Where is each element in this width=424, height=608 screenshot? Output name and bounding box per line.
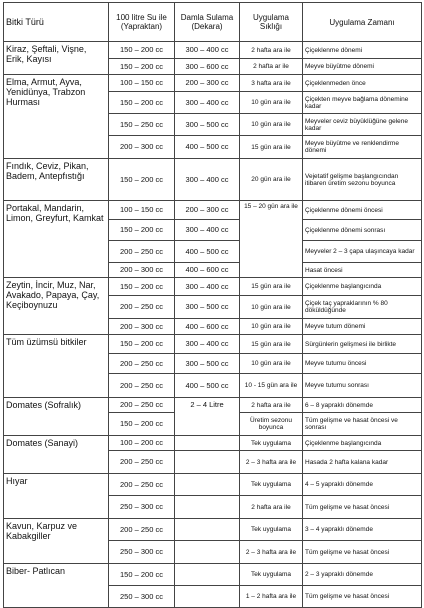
- drip-dose-cell: 400 – 600 cc: [175, 263, 240, 278]
- timing-cell: Tüm gelişme ve hasat öncesi: [303, 586, 422, 608]
- water-dose-cell: 200 – 300 cc: [109, 263, 175, 278]
- frequency-cell: 3 hafta ara ile: [240, 75, 303, 92]
- drip-dose-cell: 400 – 500 cc: [175, 374, 240, 398]
- header-frequency: Uygulama Sıklığı: [240, 3, 303, 42]
- water-dose-cell: 250 – 300 cc: [109, 496, 175, 519]
- drip-dose-cell: 300 – 400 cc: [175, 278, 240, 296]
- water-dose-cell: 100 – 150 cc: [109, 75, 175, 92]
- drip-dose-cell: 300 – 500 cc: [175, 354, 240, 374]
- water-dose-cell: 200 – 250 cc: [109, 354, 175, 374]
- water-dose-cell: 100 – 200 cc: [109, 436, 175, 451]
- frequency-cell: 20 gün ara ile: [240, 159, 303, 201]
- frequency-cell: 15 gün ara ile: [240, 335, 303, 354]
- header-row: [4, 3, 422, 42]
- timing-cell: Çiçeklenmeden önce: [303, 75, 422, 92]
- water-dose-cell: 150 – 200 cc: [109, 59, 175, 75]
- water-dose-cell: 150 – 200 cc: [109, 42, 175, 59]
- drip-dose-cell: [175, 541, 240, 564]
- water-dose-cell: 150 – 200 cc: [109, 220, 175, 241]
- table-row: [4, 159, 422, 201]
- frequency-cell: Tek uygulama: [240, 564, 303, 586]
- frequency-cell: 2 – 3 hafta ara ile: [240, 451, 303, 474]
- timing-cell: Vejetatif gelişme başlangıcından itibaren üretim sezonu boyunca: [303, 159, 422, 201]
- header-timing: Uygulama Zamanı: [303, 3, 422, 42]
- timing-cell: Meyve tutumu öncesi: [303, 354, 422, 374]
- timing-cell: Tüm gelişme ve hasat öncesi: [303, 541, 422, 564]
- timing-cell: Meyve tutum dönemi: [303, 319, 422, 335]
- timing-cell: Tüm gelişme ve hasat öncesi: [303, 496, 422, 519]
- timing-cell: Tüm gelişme ve hasat öncesi ve sonrası: [303, 413, 422, 436]
- table-row: [4, 519, 422, 541]
- timing-cell: Meyveler ceviz büyüklüğüne gelene kadar: [303, 114, 422, 136]
- drip-dose-cell: 400 – 500 cc: [175, 241, 240, 263]
- timing-cell: Hasada 2 hafta kalana kadar: [303, 451, 422, 474]
- frequency-cell: 2 hafta ara ile: [240, 398, 303, 413]
- frequency-cell: Tek uygulama: [240, 519, 303, 541]
- water-dose-cell: 200 – 250 cc: [109, 296, 175, 319]
- frequency-cell: 1 – 2 hafta ara ile: [240, 586, 303, 608]
- drip-dose-cell: 400 – 500 cc: [175, 136, 240, 159]
- water-dose-cell: 150 – 200 cc: [109, 564, 175, 586]
- water-dose-cell: 200 – 250 cc: [109, 519, 175, 541]
- frequency-cell: 10 gün ara ile: [240, 296, 303, 319]
- frequency-cell: 10 gün ara ile: [240, 114, 303, 136]
- timing-cell: Çiçeklenme dönemi sonrası: [303, 220, 422, 241]
- header-crop: Bitki Türü: [4, 3, 109, 42]
- frequency-cell: Üretim sezonu boyunca: [240, 413, 303, 436]
- crop-name-cell: Kiraz, Şeftali, Vişne, Erik, Kayısı: [4, 42, 109, 75]
- crop-name-cell: Zeytin, İncir, Muz, Nar, Avakado, Papaya, Çay, Keçiboynuzu: [4, 278, 109, 335]
- drip-dose-cell: 300 – 400 cc: [175, 42, 240, 59]
- drip-dose-cell: 300 – 400 cc: [175, 159, 240, 201]
- frequency-cell: 10 gün ara ile: [240, 92, 303, 114]
- table-row: [4, 474, 422, 496]
- timing-cell: 6 – 8 yapraklı dönemde: [303, 398, 422, 413]
- frequency-cell: 2 hafta ara ile: [240, 42, 303, 59]
- crop-name-cell: Domates (Sofralık): [4, 398, 109, 436]
- water-dose-cell: 250 – 300 cc: [109, 586, 175, 608]
- timing-cell: Çiçekten meyve bağlama dönemine kadar: [303, 92, 422, 114]
- timing-cell: Meyveler 2 – 3 çapa ulaşıncaya kadar: [303, 241, 422, 263]
- table-row: [4, 564, 422, 586]
- timing-cell: Meyve tutumu sonrası: [303, 374, 422, 398]
- water-dose-cell: 200 – 300 cc: [109, 319, 175, 335]
- frequency-cell: Tek uygulama: [240, 474, 303, 496]
- table-row: [4, 201, 422, 220]
- water-dose-cell: 150 – 200 cc: [109, 92, 175, 114]
- table-row: [4, 278, 422, 296]
- frequency-cell: 15 gün ara ile: [240, 136, 303, 159]
- water-dose-cell: 200 – 250 cc: [109, 398, 175, 413]
- crop-name-cell: Hıyar: [4, 474, 109, 519]
- crop-name-cell: Tüm üzümsü bitkiler: [4, 335, 109, 398]
- timing-cell: Çiçek taç yapraklarının % 80 döküldüğünde: [303, 296, 422, 319]
- header-drip: Damla Sulama (Dekara): [175, 3, 240, 42]
- timing-cell: 3 – 4 yapraklı dönemde: [303, 519, 422, 541]
- table-row: [4, 75, 422, 92]
- frequency-cell: 15 gün ara ile: [240, 278, 303, 296]
- drip-dose-cell: 300 – 400 cc: [175, 335, 240, 354]
- timing-cell: Sürgünlerin gelişmesi ile birlikte: [303, 335, 422, 354]
- drip-dose-cell: [175, 451, 240, 474]
- drip-dose-cell: 300 – 400 cc: [175, 92, 240, 114]
- drip-dose-cell: 400 – 600 cc: [175, 319, 240, 335]
- drip-dose-cell: [175, 519, 240, 541]
- water-dose-cell: 200 – 250 cc: [109, 241, 175, 263]
- drip-dose-cell: 300 – 400 cc: [175, 220, 240, 241]
- frequency-cell: 10 gün ara ile: [240, 354, 303, 374]
- drip-dose-cell: 200 – 300 cc: [175, 75, 240, 92]
- drip-dose-cell: 300 – 500 cc: [175, 114, 240, 136]
- drip-dose-cell: [175, 496, 240, 519]
- frequency-cell: 2 hafta ar ile: [240, 59, 303, 75]
- timing-cell: Çiçeklenme dönemi öncesi: [303, 201, 422, 220]
- crop-name-cell: Domates (Sanayi): [4, 436, 109, 474]
- crop-name-cell: Biber- Patlıcan: [4, 564, 109, 608]
- timing-cell: Çiçeklenme başlangıcında: [303, 436, 422, 451]
- water-dose-cell: 150 – 200 cc: [109, 278, 175, 296]
- timing-cell: Meyve büyütme dönemi: [303, 59, 422, 75]
- header-water: 100 litre Su ile (Yapraktan): [109, 3, 175, 42]
- frequency-cell: 15 – 20 gün ara ile: [240, 201, 303, 278]
- water-dose-cell: 200 – 300 cc: [109, 136, 175, 159]
- water-dose-cell: 100 – 150 cc: [109, 201, 175, 220]
- crop-name-cell: Fındık, Ceviz, Pikan, Badem, Antepfıstığı: [4, 159, 109, 201]
- water-dose-cell: 150 – 200 cc: [109, 335, 175, 354]
- frequency-cell: 10 - 15 gün ara ile: [240, 374, 303, 398]
- water-dose-cell: 200 – 250 cc: [109, 474, 175, 496]
- drip-dose-cell: [175, 474, 240, 496]
- frequency-cell: Tek uygulama: [240, 436, 303, 451]
- table-row: [4, 436, 422, 451]
- table-row: [4, 398, 422, 413]
- timing-cell: Hasat öncesi: [303, 263, 422, 278]
- crop-name-cell: Elma, Armut, Ayva, Yenidünya, Trabzon Hurması: [4, 75, 109, 159]
- crop-name-cell: Portakal, Mandarin, Limon, Greyfurt, Kamkat: [4, 201, 109, 278]
- drip-dose-cell: 200 – 300 cc: [175, 201, 240, 220]
- drip-dose-cell: [175, 564, 240, 586]
- timing-cell: Çiçeklenme başlangıcında: [303, 278, 422, 296]
- drip-dose-cell: 300 – 500 cc: [175, 296, 240, 319]
- drip-dose-cell: [175, 586, 240, 608]
- frequency-cell: 2 hafta ara ile: [240, 496, 303, 519]
- timing-cell: Meyve büyütme ve renklendirme dönemi: [303, 136, 422, 159]
- fertilizer-application-table: [3, 2, 422, 608]
- timing-cell: Çiçeklenme dönemi: [303, 42, 422, 59]
- frequency-cell: 10 gün ara ile: [240, 319, 303, 335]
- water-dose-cell: 150 – 200 cc: [109, 159, 175, 201]
- drip-dose-cell: [175, 436, 240, 451]
- frequency-cell: 2 – 3 hafta ara ile: [240, 541, 303, 564]
- table-row: [4, 335, 422, 354]
- drip-dose-cell: 300 – 600 cc: [175, 59, 240, 75]
- table-body: [4, 42, 422, 608]
- water-dose-cell: 150 – 250 cc: [109, 114, 175, 136]
- crop-name-cell: Kavun, Karpuz ve Kabakgiller: [4, 519, 109, 564]
- water-dose-cell: 200 – 250 cc: [109, 451, 175, 474]
- water-dose-cell: 150 – 200 cc: [109, 413, 175, 436]
- timing-cell: 4 – 5 yapraklı dönemde: [303, 474, 422, 496]
- timing-cell: 2 – 3 yapraklı dönemde: [303, 564, 422, 586]
- water-dose-cell: 250 – 300 cc: [109, 541, 175, 564]
- table-row: [4, 42, 422, 59]
- water-dose-cell: 200 – 250 cc: [109, 374, 175, 398]
- drip-dose-cell: 2 – 4 Litre: [175, 398, 240, 436]
